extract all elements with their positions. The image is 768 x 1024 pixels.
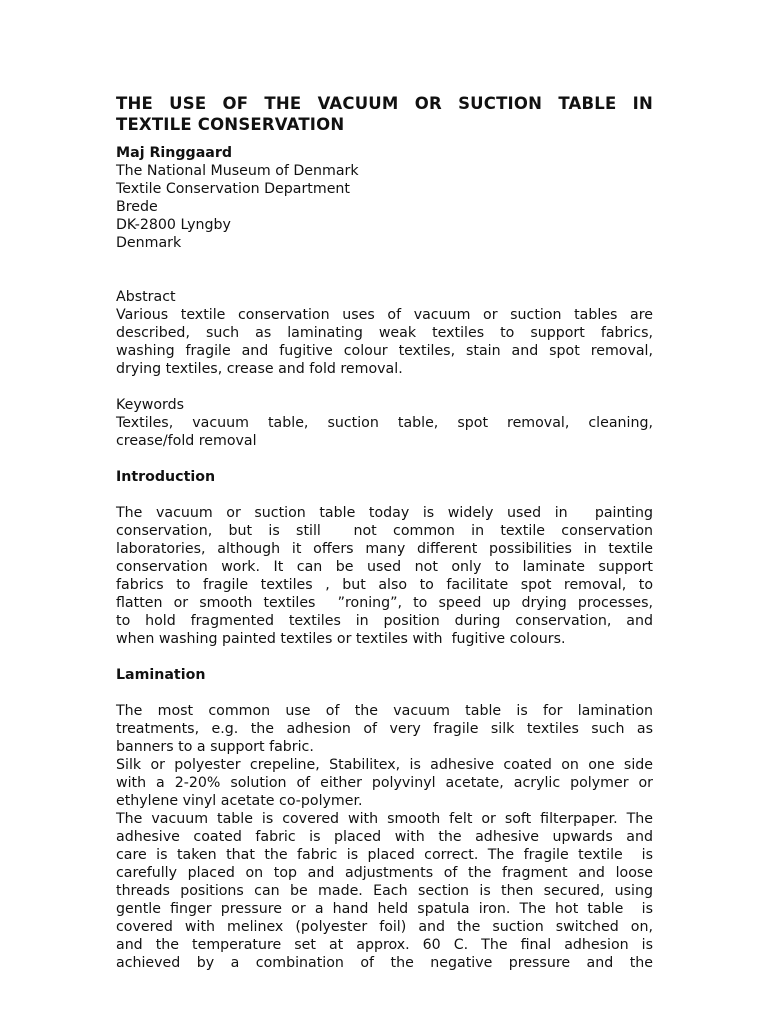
abstract-section bbox=[116, 288, 653, 378]
text-line: to hold fragmented textiles in position during conservation, and bbox=[116, 613, 653, 629]
abstract-body bbox=[116, 306, 653, 378]
lamination-heading: Lamination bbox=[116, 667, 206, 683]
text-line: crease/fold removal bbox=[116, 433, 257, 449]
document-page bbox=[116, 93, 653, 972]
text-line: achieved by a combination of the negative pressure and the bbox=[116, 955, 653, 971]
keywords-body bbox=[116, 414, 653, 450]
address-line: Denmark bbox=[116, 235, 182, 251]
text-line: The vacuum or suction table today is widely used in painting bbox=[116, 505, 653, 521]
title-line: THE USE OF THE VACUUM OR SUCTION TABLE IN bbox=[116, 94, 653, 113]
text-line: and the temperature set at approx. 60 C. The final adhesion is bbox=[116, 937, 653, 953]
author-address bbox=[116, 162, 653, 252]
title-line: TEXTILE CONSERVATION bbox=[116, 115, 345, 134]
text-line: Silk or polyester crepeline, Stabilitex, is adhesive coated on one side bbox=[116, 757, 653, 773]
abstract-heading: Abstract bbox=[116, 289, 176, 305]
address-line: Brede bbox=[116, 199, 158, 215]
text-line: Various textile conservation uses of vacuum or suction tables are bbox=[116, 307, 653, 323]
text-line: threads positions can be made. Each section is then secured, using bbox=[116, 883, 653, 899]
text-line: fabrics to fragile textiles , but also to facilitate spot removal, to bbox=[116, 577, 653, 593]
text-line: adhesive coated fabric is placed with the adhesive upwards and bbox=[116, 829, 653, 845]
text-line: when washing painted textiles or textiles with fugitive colours. bbox=[116, 631, 566, 647]
text-line: flatten or smooth textiles ”roning”, to speed up drying processes, bbox=[116, 595, 653, 611]
keywords-section bbox=[116, 396, 653, 450]
address-line: The National Museum of Denmark bbox=[116, 163, 359, 179]
text-line: carefully placed on top and adjustments of the fragment and loose bbox=[116, 865, 653, 881]
text-line: The most common use of the vacuum table is for lamination bbox=[116, 703, 653, 719]
text-line: conservation, but is still not common in textile conservation bbox=[116, 523, 653, 539]
introduction-heading: Introduction bbox=[116, 469, 216, 485]
text-line: gentle finger pressure or a hand held spatula iron. The hot table is bbox=[116, 901, 653, 917]
lamination-body bbox=[116, 702, 653, 972]
text-line: The vacuum table is covered with smooth felt or soft filterpaper. The bbox=[116, 811, 653, 827]
text-line: banners to a support fabric. bbox=[116, 739, 314, 755]
text-line: care is taken that the fabric is placed correct. The fragile textile is bbox=[116, 847, 653, 863]
keywords-heading: Keywords bbox=[116, 397, 184, 413]
text-line: covered with melinex (polyester foil) and the suction switched on, bbox=[116, 919, 653, 935]
document-title bbox=[116, 93, 653, 135]
address-line: Textile Conservation Department bbox=[116, 181, 350, 197]
text-line: treatments, e.g. the adhesion of very fragile silk textiles such as bbox=[116, 721, 653, 737]
text-line: ethylene vinyl acetate co-polymer. bbox=[116, 793, 363, 809]
text-line: described, such as laminating weak textiles to support fabrics, bbox=[116, 325, 653, 341]
author-name: Maj Ringgaard bbox=[116, 145, 232, 161]
text-line: drying textiles, crease and fold removal. bbox=[116, 361, 403, 377]
text-line: with a 2-20% solution of either polyvinyl acetate, acrylic polymer or bbox=[116, 775, 653, 791]
text-line: Textiles, vacuum table, suction table, spot removal, cleaning, bbox=[116, 415, 653, 431]
address-line: DK-2800 Lyngby bbox=[116, 217, 231, 233]
introduction-body bbox=[116, 504, 653, 648]
text-line: laboratories, although it offers many different possibilities in textile bbox=[116, 541, 653, 557]
text-line: washing fragile and fugitive colour textiles, stain and spot removal, bbox=[116, 343, 653, 359]
text-line: conservation work. It can be used not only to laminate support bbox=[116, 559, 653, 575]
